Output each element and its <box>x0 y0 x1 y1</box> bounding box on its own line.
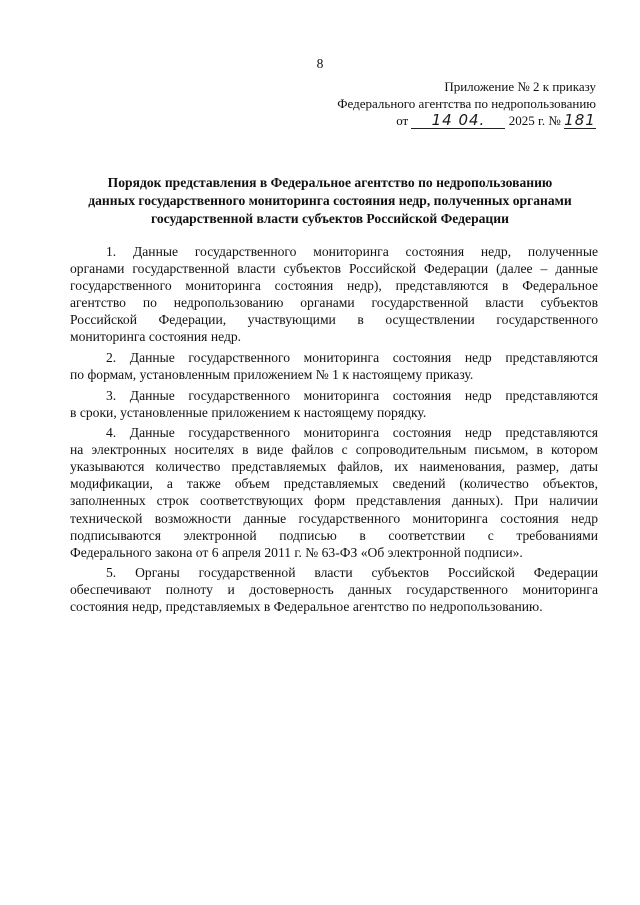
paragraph-4 <box>70 424 598 561</box>
text-line: мониторинга состояния недр. <box>70 329 242 345</box>
text-line: Российской Федерации, участвующими в осуществлении государственного <box>70 312 598 328</box>
document-title <box>70 174 590 228</box>
title-line: данных государственного мониторинга состояния недр, полученных органами <box>88 193 572 208</box>
paragraph-2 <box>70 349 598 383</box>
paragraph-1 <box>70 243 598 346</box>
text-line: 5. Органы государственной власти субъектов Российской Федерации <box>106 565 598 581</box>
text-line: государственного мониторинга состояния недр), представляются в Федеральное <box>70 278 598 294</box>
text-line: технической возможности данные государственного мониторинга состояния недр <box>70 510 598 526</box>
from-label: от <box>396 113 409 128</box>
text-line: модификации, а также объем представляемых сведений (количество объектов, <box>70 476 598 492</box>
text-line: в сроки, установленные приложением к настоящему порядку. <box>70 404 427 420</box>
text-line: Федерального закона от 6 апреля 2011 г. № 63-ФЗ «Об электронной подписи». <box>70 544 523 560</box>
paragraph-5 <box>70 564 598 615</box>
appendix-date-line <box>337 112 596 129</box>
text-line: 2. Данные государственного мониторинга состояния недр представляются <box>106 349 598 365</box>
handwritten-number: 181 <box>564 111 596 129</box>
text-line: 3. Данные государственного мониторинга состояния недр представляются <box>106 387 598 403</box>
text-line: состояния недр, представляемых в Федеральное агентство по недропользованию. <box>70 599 543 615</box>
text-line: 1. Данные государственного мониторинга состояния недр, полученные <box>106 244 598 259</box>
title-line: Порядок представления в Федеральное агентство по недропользованию <box>107 175 553 190</box>
text-line: органами государственной власти субъектов Российской Федерации (далее – данные <box>70 261 598 277</box>
text-line: обеспечивают полноту и достоверность данных государственного мониторинга <box>70 582 598 598</box>
year-label: 2025 г. № <box>508 113 561 128</box>
text-line: подписываются электронной подписью в соответствии с требованиями <box>70 527 598 543</box>
paragraph-3 <box>70 387 598 421</box>
text-line: 4. Данные государственного мониторинга состояния недр представляются <box>106 425 598 441</box>
appendix-line-1: Приложение № 2 к приказу <box>444 79 596 94</box>
appendix-line-2: Федерального агентства по недропользованию <box>337 96 596 111</box>
title-line: государственной власти субъектов Российской Федерации <box>151 211 509 226</box>
text-line: заполненных строк соответствующих форм представления данных). При наличии <box>70 493 598 509</box>
text-line: на электронных носителях в виде файлов с сопроводительным письмом, в котором <box>70 442 598 458</box>
text-line: по формам, установленным приложением № 1 к настоящему приказу. <box>70 367 474 383</box>
page-number: 8 <box>316 56 324 71</box>
text-line: агентство по недропользованию органами государственной власти субъектов <box>70 295 598 311</box>
document-body <box>70 243 598 619</box>
handwritten-date: 14 04. <box>411 113 505 129</box>
appendix-header <box>337 78 596 129</box>
text-line: указываются количество представляемых файлов, их наименования, размер, даты <box>70 459 598 475</box>
